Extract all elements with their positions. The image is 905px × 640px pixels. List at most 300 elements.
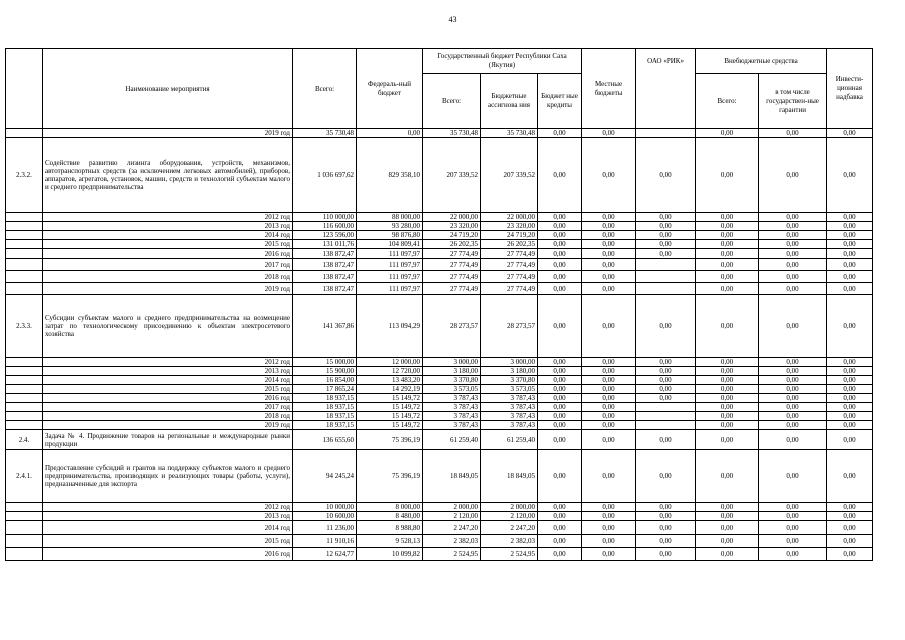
value-cell: 0,00 <box>759 295 827 358</box>
value-cell: 0,00 <box>759 521 827 535</box>
year-label: 2015 год <box>43 240 293 249</box>
value-cell: 3 787,43 <box>423 421 481 430</box>
value-cell: 0,00 <box>538 358 582 367</box>
value-cell: 0,00 <box>582 430 636 450</box>
value-cell: 0,00 <box>538 138 582 213</box>
value-cell: 0,00 <box>827 240 873 249</box>
value-cell: 13 483,20 <box>357 376 423 385</box>
value-cell: 0,00 <box>696 548 759 561</box>
row-code <box>6 512 43 521</box>
page-number: 43 <box>448 15 457 24</box>
year-label: 2016 год <box>43 548 293 561</box>
value-cell: 0,00 <box>759 394 827 403</box>
value-cell: 15 149,72 <box>357 394 423 403</box>
value-cell: 0,00 <box>696 271 759 283</box>
value-cell: 0,00 <box>582 213 636 222</box>
value-cell: 0,00 <box>759 271 827 283</box>
value-cell: 15 149,72 <box>357 412 423 421</box>
value-cell: 10 099,82 <box>357 548 423 561</box>
row-code: 2.3.3. <box>6 295 43 358</box>
header-state-budget: Государственный бюджет Республики Саха (Якутия) <box>423 49 582 74</box>
value-cell: 0,00 <box>582 240 636 249</box>
value-cell: 0,00 <box>582 503 636 512</box>
value-cell: 0,00 <box>827 430 873 450</box>
value-cell: 111 097,97 <box>357 249 423 259</box>
value-cell: 0,00 <box>696 231 759 240</box>
value-cell: 0,00 <box>827 535 873 548</box>
value-cell: 0,00 <box>636 358 696 367</box>
value-cell: 207 339,52 <box>423 138 481 213</box>
header-federal: Федераль-ный бюджет <box>357 49 423 129</box>
value-cell: 0,00 <box>538 222 582 231</box>
row-code <box>6 412 43 421</box>
value-cell: 35 730,48 <box>293 129 357 138</box>
value-cell: 12 720,00 <box>357 367 423 376</box>
value-cell: 2 000,00 <box>423 503 481 512</box>
year-row <box>6 367 873 376</box>
value-cell: 8 480,00 <box>357 512 423 521</box>
year-row <box>6 222 873 231</box>
row-code <box>6 271 43 283</box>
value-cell: 0,00 <box>696 367 759 376</box>
value-cell: 23 320,00 <box>423 222 481 231</box>
value-cell: 3 370,80 <box>423 376 481 385</box>
row-code <box>6 394 43 403</box>
year-label: 2019 год <box>43 283 293 295</box>
value-cell: 3 787,43 <box>423 403 481 412</box>
value-cell <box>636 403 696 412</box>
value-cell: 138 872,47 <box>293 271 357 283</box>
value-cell: 94 245,24 <box>293 450 357 503</box>
value-cell: 0,00 <box>759 231 827 240</box>
header-invest: Инвести-ционная надбавка <box>827 49 873 129</box>
value-cell: 61 259,40 <box>481 430 538 450</box>
value-cell: 0,00 <box>636 295 696 358</box>
value-cell: 0,00 <box>582 521 636 535</box>
year-row <box>6 240 873 249</box>
year-row <box>6 283 873 295</box>
value-cell: 27 774,49 <box>423 259 481 271</box>
value-cell: 3 573,05 <box>481 385 538 394</box>
year-label: 2017 год <box>43 259 293 271</box>
row-code: 2.4.1. <box>6 450 43 503</box>
value-cell: 0,00 <box>538 367 582 376</box>
value-cell: 8 000,00 <box>357 503 423 512</box>
value-cell: 2 247,20 <box>481 521 538 535</box>
value-cell: 0,00 <box>827 521 873 535</box>
value-cell: 0,00 <box>827 394 873 403</box>
value-cell: 98 876,80 <box>357 231 423 240</box>
item-row <box>6 138 873 213</box>
row-code <box>6 259 43 271</box>
value-cell: 2 524,95 <box>481 548 538 561</box>
value-cell: 35 730,48 <box>481 129 538 138</box>
value-cell <box>636 421 696 430</box>
value-cell: 0,00 <box>636 548 696 561</box>
year-row <box>6 259 873 271</box>
value-cell: 0,00 <box>538 394 582 403</box>
year-row <box>6 231 873 240</box>
value-cell: 0,00 <box>759 535 827 548</box>
value-cell: 9 528,13 <box>357 535 423 548</box>
value-cell: 0,00 <box>538 271 582 283</box>
value-cell: 0,00 <box>538 129 582 138</box>
value-cell: 138 872,47 <box>293 249 357 259</box>
value-cell: 0,00 <box>582 385 636 394</box>
value-cell: 0,00 <box>696 412 759 421</box>
value-cell: 3 180,00 <box>423 367 481 376</box>
value-cell: 0,00 <box>827 231 873 240</box>
value-cell: 111 097,97 <box>357 271 423 283</box>
row-code <box>6 403 43 412</box>
value-cell: 0,00 <box>582 450 636 503</box>
year-label: 2012 год <box>43 358 293 367</box>
value-cell: 0,00 <box>636 240 696 249</box>
year-label: 2015 год <box>43 535 293 548</box>
value-cell: 88 000,00 <box>357 213 423 222</box>
value-cell: 0,00 <box>582 222 636 231</box>
value-cell: 0,00 <box>582 231 636 240</box>
value-cell: 0,00 <box>696 521 759 535</box>
value-cell: 0,00 <box>538 412 582 421</box>
year-label: 2015 год <box>43 385 293 394</box>
value-cell: 18 937,15 <box>293 412 357 421</box>
value-cell: 0,00 <box>538 548 582 561</box>
value-cell: 0,00 <box>582 283 636 295</box>
value-cell: 26 202,35 <box>423 240 481 249</box>
value-cell: 2 524,95 <box>423 548 481 561</box>
row-code <box>6 367 43 376</box>
table-header <box>6 49 873 129</box>
value-cell: 0,00 <box>827 295 873 358</box>
value-cell: 0,00 <box>582 295 636 358</box>
value-cell: 11 236,00 <box>293 521 357 535</box>
year-label: 2013 год <box>43 512 293 521</box>
value-cell: 0,00 <box>636 450 696 503</box>
row-code: 2.4. <box>6 430 43 450</box>
year-row <box>6 213 873 222</box>
value-cell: 28 273,57 <box>423 295 481 358</box>
value-cell: 0,00 <box>827 283 873 295</box>
value-cell: 0,00 <box>827 512 873 521</box>
value-cell: 0,00 <box>636 376 696 385</box>
value-cell: 17 865,24 <box>293 385 357 394</box>
value-cell: 15 900,00 <box>293 367 357 376</box>
value-cell: 0,00 <box>759 129 827 138</box>
value-cell: 0,00 <box>538 450 582 503</box>
row-code <box>6 213 43 222</box>
value-cell: 0,00 <box>696 450 759 503</box>
value-cell <box>636 412 696 421</box>
value-cell: 0,00 <box>538 240 582 249</box>
row-code <box>6 548 43 561</box>
year-row <box>6 385 873 394</box>
value-cell: 2 120,00 <box>423 512 481 521</box>
value-cell: 3 000,00 <box>423 358 481 367</box>
value-cell: 22 000,00 <box>423 213 481 222</box>
value-cell: 18 937,15 <box>293 394 357 403</box>
row-code <box>6 222 43 231</box>
value-cell: 0,00 <box>827 271 873 283</box>
value-cell <box>636 283 696 295</box>
value-cell: 15 149,72 <box>357 421 423 430</box>
value-cell: 0,00 <box>827 412 873 421</box>
value-cell: 0,00 <box>538 213 582 222</box>
value-cell: 3 180,00 <box>481 367 538 376</box>
value-cell: 1 036 697,62 <box>293 138 357 213</box>
value-cell: 0,00 <box>827 376 873 385</box>
value-cell: 0,00 <box>582 249 636 259</box>
value-cell: 27 774,49 <box>423 283 481 295</box>
value-cell: 0,00 <box>538 249 582 259</box>
year-label: 2012 год <box>43 213 293 222</box>
header-state-credit: Бюджет ные кредиты <box>538 74 582 129</box>
value-cell: 0,00 <box>827 385 873 394</box>
year-label: 2013 год <box>43 367 293 376</box>
value-cell: 0,00 <box>759 213 827 222</box>
value-cell: 0,00 <box>827 138 873 213</box>
value-cell: 2 382,03 <box>481 535 538 548</box>
value-cell: 27 774,49 <box>423 249 481 259</box>
value-cell: 0,00 <box>696 512 759 521</box>
item-row <box>6 295 873 358</box>
header-state-total: Всего: <box>423 74 481 129</box>
value-cell: 0,00 <box>759 367 827 376</box>
value-cell: 0,00 <box>759 403 827 412</box>
value-cell: 0,00 <box>538 403 582 412</box>
value-cell: 829 358,10 <box>357 138 423 213</box>
year-label: 2019 год <box>43 129 293 138</box>
header-state-alloc: Бюджетные ассигнова ния <box>481 74 538 129</box>
value-cell: 0,00 <box>582 535 636 548</box>
value-cell: 12 000,00 <box>357 358 423 367</box>
value-cell: 0,00 <box>538 231 582 240</box>
value-cell: 18 849,05 <box>423 450 481 503</box>
value-cell: 3 787,43 <box>423 394 481 403</box>
row-code <box>6 385 43 394</box>
value-cell: 0,00 <box>538 535 582 548</box>
value-cell: 61 259,40 <box>423 430 481 450</box>
value-cell: 15 149,72 <box>357 403 423 412</box>
value-cell: 0,00 <box>759 430 827 450</box>
value-cell: 0,00 <box>538 421 582 430</box>
year-row <box>6 271 873 283</box>
row-code <box>6 283 43 295</box>
value-cell: 3 787,43 <box>481 403 538 412</box>
value-cell: 12 624,77 <box>293 548 357 561</box>
value-cell: 0,00 <box>582 376 636 385</box>
value-cell: 18 937,15 <box>293 421 357 430</box>
value-cell: 0,00 <box>636 138 696 213</box>
value-cell: 0,00 <box>636 521 696 535</box>
value-cell: 0,00 <box>538 295 582 358</box>
value-cell: 0,00 <box>759 450 827 503</box>
value-cell: 0,00 <box>636 222 696 231</box>
value-cell: 16 854,00 <box>293 376 357 385</box>
value-cell: 0,00 <box>759 240 827 249</box>
year-row <box>6 412 873 421</box>
budget-table <box>5 48 873 561</box>
value-cell <box>636 129 696 138</box>
header-name: Наименование мероприятия <box>43 49 293 129</box>
value-cell: 0,00 <box>696 403 759 412</box>
value-cell: 3 787,43 <box>481 394 538 403</box>
value-cell: 26 202,35 <box>481 240 538 249</box>
value-cell: 0,00 <box>759 283 827 295</box>
value-cell: 0,00 <box>759 376 827 385</box>
value-cell: 0,00 <box>582 271 636 283</box>
value-cell <box>636 271 696 283</box>
value-cell: 0,00 <box>538 385 582 394</box>
year-row <box>6 548 873 561</box>
value-cell: 0,00 <box>582 548 636 561</box>
value-cell: 3 573,05 <box>423 385 481 394</box>
value-cell: 0,00 <box>827 403 873 412</box>
value-cell: 0,00 <box>696 240 759 249</box>
row-code <box>6 376 43 385</box>
header-total: Всего: <box>293 49 357 129</box>
value-cell: 0,00 <box>538 512 582 521</box>
value-cell: 0,00 <box>582 512 636 521</box>
year-label: 2014 год <box>43 521 293 535</box>
year-row <box>6 129 873 138</box>
value-cell: 0,00 <box>636 503 696 512</box>
year-label: 2017 год <box>43 403 293 412</box>
value-cell: 0,00 <box>827 358 873 367</box>
year-row <box>6 512 873 521</box>
value-cell: 0,00 <box>759 358 827 367</box>
value-cell: 0,00 <box>759 548 827 561</box>
value-cell: 0,00 <box>696 430 759 450</box>
value-cell: 3 000,00 <box>481 358 538 367</box>
value-cell: 0,00 <box>696 129 759 138</box>
row-code <box>6 535 43 548</box>
row-description: Субсидии субъектам малого и среднего предпринимательства на возмещение затрат по технологическому присоединению к объектам электросетевого хозяйства <box>43 295 293 358</box>
row-code <box>6 503 43 512</box>
value-cell: 131 011,76 <box>293 240 357 249</box>
task-row <box>6 430 873 450</box>
value-cell: 0,00 <box>538 283 582 295</box>
value-cell <box>636 259 696 271</box>
value-cell: 0,00 <box>759 412 827 421</box>
value-cell: 27 774,49 <box>481 259 538 271</box>
value-cell: 14 292,19 <box>357 385 423 394</box>
value-cell: 0,00 <box>696 358 759 367</box>
value-cell: 0,00 <box>759 138 827 213</box>
header-code <box>6 49 43 129</box>
value-cell: 0,00 <box>696 394 759 403</box>
row-code <box>6 249 43 259</box>
value-cell: 113 094,29 <box>357 295 423 358</box>
value-cell: 0,00 <box>696 385 759 394</box>
value-cell: 15 000,00 <box>293 358 357 367</box>
value-cell: 0,00 <box>696 376 759 385</box>
value-cell: 75 396,19 <box>357 430 423 450</box>
value-cell: 111 097,97 <box>357 283 423 295</box>
value-cell: 0,00 <box>636 249 696 259</box>
value-cell: 3 787,43 <box>423 412 481 421</box>
value-cell: 0,00 <box>759 222 827 231</box>
value-cell: 0,00 <box>582 129 636 138</box>
year-label: 2013 год <box>43 222 293 231</box>
header-local: Местные бюджеты <box>582 49 636 129</box>
value-cell: 0,00 <box>696 295 759 358</box>
value-cell: 0,00 <box>827 548 873 561</box>
value-cell: 104 809,41 <box>357 240 423 249</box>
value-cell: 10 000,00 <box>293 503 357 512</box>
value-cell: 3 787,43 <box>481 412 538 421</box>
value-cell: 0,00 <box>827 367 873 376</box>
value-cell: 0,00 <box>696 249 759 259</box>
value-cell: 18 937,15 <box>293 403 357 412</box>
row-code <box>6 231 43 240</box>
value-cell: 0,00 <box>636 231 696 240</box>
value-cell: 22 000,00 <box>481 213 538 222</box>
year-row <box>6 249 873 259</box>
value-cell: 0,00 <box>582 259 636 271</box>
row-code <box>6 421 43 430</box>
value-cell: 0,00 <box>636 213 696 222</box>
year-label: 2018 год <box>43 271 293 283</box>
header-extra-guar: в том числе государствен-ные гарантии <box>759 74 827 129</box>
value-cell: 0,00 <box>827 450 873 503</box>
value-cell: 11 910,16 <box>293 535 357 548</box>
header-extra-total: Всего: <box>696 74 759 129</box>
value-cell: 2 120,00 <box>481 512 538 521</box>
year-row <box>6 403 873 412</box>
value-cell: 116 600,00 <box>293 222 357 231</box>
value-cell: 0,00 <box>582 394 636 403</box>
year-row <box>6 394 873 403</box>
value-cell: 141 367,86 <box>293 295 357 358</box>
value-cell: 0,00 <box>538 503 582 512</box>
value-cell: 136 655,60 <box>293 430 357 450</box>
value-cell: 0,00 <box>827 249 873 259</box>
value-cell: 110 000,00 <box>293 213 357 222</box>
value-cell: 0,00 <box>759 512 827 521</box>
item-row <box>6 450 873 503</box>
value-cell: 0,00 <box>636 394 696 403</box>
value-cell: 0,00 <box>538 430 582 450</box>
value-cell: 3 787,43 <box>481 421 538 430</box>
value-cell: 0,00 <box>582 421 636 430</box>
value-cell: 2 000,00 <box>481 503 538 512</box>
value-cell: 0,00 <box>636 430 696 450</box>
value-cell: 0,00 <box>582 403 636 412</box>
year-label: 2019 год <box>43 421 293 430</box>
value-cell: 0,00 <box>696 421 759 430</box>
value-cell: 27 774,49 <box>481 249 538 259</box>
value-cell: 0,00 <box>759 249 827 259</box>
value-cell: 3 370,80 <box>481 376 538 385</box>
table-body <box>6 129 873 561</box>
value-cell: 27 774,49 <box>481 271 538 283</box>
value-cell: 0,00 <box>582 367 636 376</box>
value-cell: 18 849,05 <box>481 450 538 503</box>
value-cell: 0,00 <box>759 421 827 430</box>
value-cell: 0,00 <box>827 259 873 271</box>
value-cell: 24 719,20 <box>423 231 481 240</box>
value-cell: 138 872,47 <box>293 283 357 295</box>
value-cell: 10 600,00 <box>293 512 357 521</box>
row-code <box>6 358 43 367</box>
value-cell: 2 382,03 <box>423 535 481 548</box>
row-code <box>6 521 43 535</box>
value-cell: 0,00 <box>696 535 759 548</box>
row-description: Предоставление субсидий и грантов на поддержку субъектов малого и среднего предпринимательства, производящих и реализующих товары (работы, услуги), предназначенные для экспорта <box>43 450 293 503</box>
value-cell: 0,00 <box>827 129 873 138</box>
row-code <box>6 129 43 138</box>
